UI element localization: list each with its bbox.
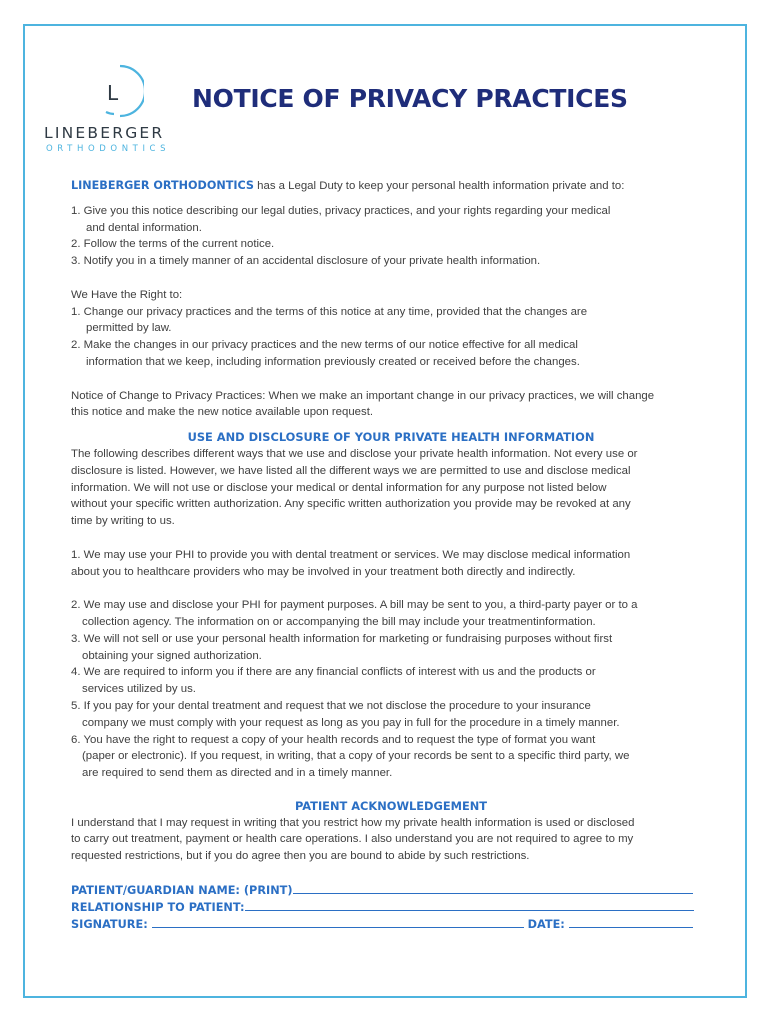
text-line: to carry out treatment, payment or health care operations. I also understand you are not required to agree to my (71, 833, 634, 846)
list-item (71, 631, 711, 665)
list-item-text: 4. We are required to inform you if there are any financial conflicts of interest with us and the products or (71, 666, 596, 679)
lineberger-logo (44, 62, 184, 157)
list-item-text: 2. Follow the terms of the current notice. (71, 238, 275, 251)
list-item-text: 2. Make the changes in our privacy practices and the new terms of our notice effective for all medical (71, 339, 578, 352)
text-line: requested restrictions, but if you do agree then you are bound to abide by such restrictions. (71, 850, 530, 863)
list-item (71, 253, 711, 270)
list-item-continuation: company we must comply with your request as long as you pay in full for the procedure in a timely manner. (82, 716, 620, 729)
list-item-continuation: obtaining your signed authorization. (82, 649, 262, 662)
list-item (71, 203, 711, 237)
list-item-continuation: collection agency. The information on or accompanying the bill may include your treatmentinformation. (82, 615, 596, 628)
page-title: NOTICE OF PRIVACY PRACTICES (192, 84, 628, 113)
logo-subtitle: ORTHODONTICS (46, 144, 171, 154)
use-intro-paragraph (71, 446, 711, 530)
list-item-text: 6. You have the right to request a copy of your health records and to request the type of format you want (71, 733, 596, 746)
list-item-continuation: permitted by law. (86, 322, 172, 335)
list-item-text: 1. Give you this notice describing our legal duties, privacy practices, and your rights regarding your medical (71, 204, 611, 217)
text-line: about you to healthcare providers who may be involved in your treatment both directly and indirectly. (71, 565, 576, 578)
use-disclosure-heading: USE AND DISCLOSURE OF YOUR PRIVATE HEALTH INFORMATION (187, 430, 595, 445)
list-item (71, 698, 711, 732)
date-label: DATE: (527, 917, 565, 931)
signature-field[interactable] (152, 916, 524, 928)
list-item (71, 597, 711, 631)
logo-name: LINEBERGER (44, 124, 165, 142)
list-item-continuation: services utilized by us. (82, 683, 196, 696)
text-line: Notice of Change to Privacy Practices: When we make an important change in our privacy practices, we will change (71, 389, 655, 402)
list-item (71, 236, 711, 253)
list-item (71, 664, 711, 698)
acknowledgement-heading: PATIENT ACKNOWLEDGEMENT (294, 798, 488, 813)
list-item (71, 337, 711, 371)
text-line: this notice and make the new notice available upon request. (71, 406, 374, 419)
text-line: disclosure is listed. However, we have listed all the different ways we are permitted to use and disclose medical (71, 464, 631, 477)
logo-mark-icon (84, 62, 144, 120)
acknowledgement-text (71, 815, 711, 865)
logo-mark-letter: L (107, 81, 119, 105)
list-item (71, 304, 711, 338)
list-item-continuation: information that we keep, including information previously created or received before the changes. (86, 355, 580, 368)
list-item-text: 2. We may use and disclose your PHI for payment purposes. A bill may be sent to you, a third-party payer or to a (71, 599, 638, 612)
practice-name: LINEBERGER ORTHODONTICS (71, 179, 254, 192)
intro-paragraph (71, 178, 711, 195)
treatment-use-paragraph (71, 547, 711, 581)
list-item-continuation: and dental information. (86, 221, 202, 234)
text-line: time by writing to us. (71, 515, 175, 528)
guardian-name-field[interactable] (293, 882, 693, 894)
guardian-name-label: PATIENT/GUARDIAN NAME: (PRINT) (71, 883, 293, 897)
list-item-text: 3. We will not sell or use your personal health information for marketing or fundraising purposes without first (71, 632, 613, 645)
relationship-row[interactable] (71, 899, 711, 916)
list-item-text: 5. If you pay for your dental treatment and request that we not disclose the procedure to your insurance (71, 699, 591, 712)
signature-row[interactable] (71, 916, 711, 933)
text-line: I understand that I may request in writing that you restrict how my private health information is used or disclosed (71, 816, 635, 829)
duties-list (71, 203, 711, 270)
guardian-name-row[interactable] (71, 882, 711, 899)
text-line: 1. We may use your PHI to provide you with dental treatment or services. We may disclose medical information (71, 548, 631, 561)
list-item (71, 732, 711, 782)
rights-list (71, 304, 711, 371)
notice-body (71, 178, 711, 933)
text-line: The following describes different ways that we use and disclose your private health information. Not every use or (71, 447, 638, 460)
list-item-continuation: are required to send them as directed and in a timely manner. (82, 767, 393, 780)
text-line: without your specific written authorization. Any specific written authorization you provide may be revoked at any (71, 498, 631, 511)
date-field[interactable] (569, 916, 693, 928)
list-item-continuation: (paper or electronic). If you request, in writing, that a copy of your records be sent to a specific third party, we (82, 750, 630, 763)
list-item-text: 3. Notify you in a timely manner of an accidental disclosure of your private health information. (71, 255, 541, 268)
relationship-field[interactable] (245, 899, 694, 911)
change-notice (71, 388, 711, 422)
uses-list (71, 597, 711, 782)
intro-text: has a Legal Duty to keep your personal health information private and to: (253, 180, 625, 192)
relationship-label: RELATIONSHIP TO PATIENT: (71, 900, 245, 914)
list-item-text: 1. Change our privacy practices and the terms of this notice at any time, provided that the changes are (71, 305, 588, 318)
signature-label: SIGNATURE: (71, 917, 148, 931)
text-line: information. We will not use or disclose your medical or dental information for any purpose not listed below (71, 481, 607, 494)
rights-heading: We Have the Right to: (71, 288, 183, 301)
